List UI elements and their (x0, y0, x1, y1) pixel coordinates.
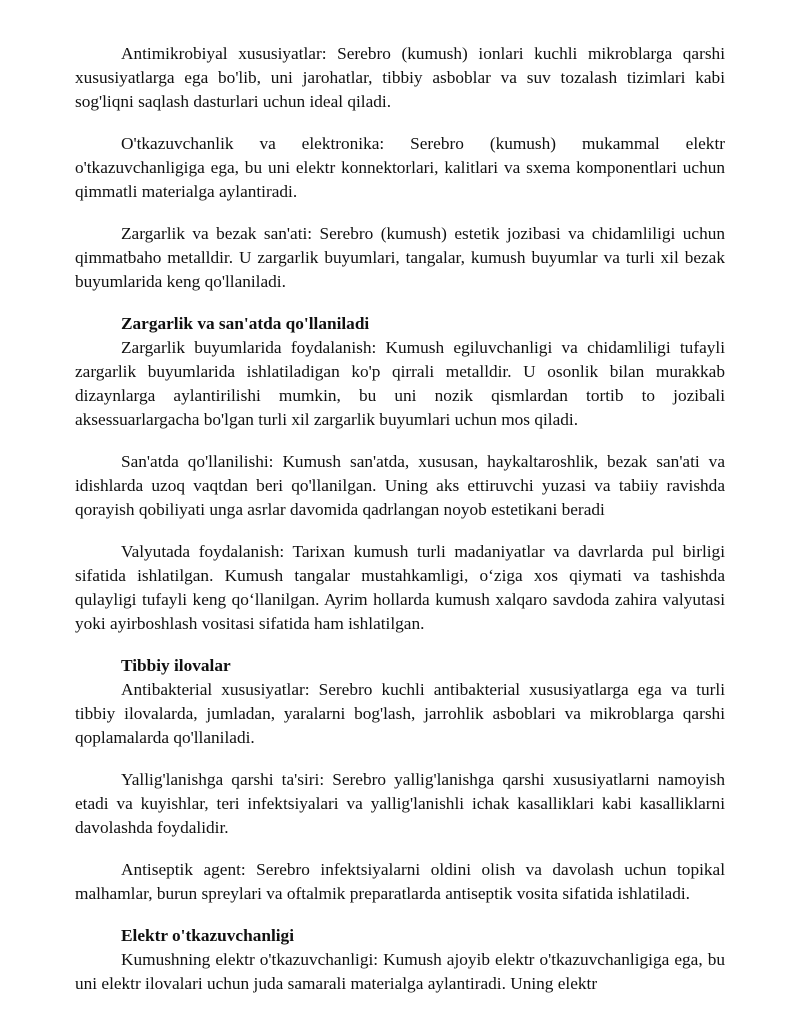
paragraph-jewelry-use: Zargarlik buyumlarida foydalanish: Kumush egiluvchanligi va chidamliligi tufayli zargarlik buyumlarida ishlatiladigan ko'p qirrali metalldir. U osonlik bilan murakkab dizaynlarga aylantirilishi mumkin, bu uni nozik qismlardan tortib to jozibali aksessuarlargacha bo'lgan turli xil zargarlik buyumlari uchun mos qiladi. (75, 338, 725, 429)
section-heading-electrical-conductivity: Elektr o'tkazuvchanligi (121, 926, 294, 945)
paragraph-currency-use: Valyutada foydalanish: Tarixan kumush turli madaniyatlar va davrlarda pul birligi sifatida ishlatilgan. Kumush tangalar mustahkamligi, o‘ziga xos qiymati va tashishda qulayligi tufayli keng qo‘llanilgan. Ayrim hollarda kumush xalqaro savdoda zahira valyutasi yoki ayirboshlash vositasi sifatida ham ishlatilgan. (75, 542, 725, 633)
section-heading-medical: Tibbiy ilovalar (121, 656, 231, 675)
paragraph-conductivity-electronics: O'tkazuvchanlik va elektronika: Serebro (kumush) mukammal elektr o'tkazuvchanligiga ega, bu uni elektr konnektorlari, kalitlari va sxema komponentlari uchun qimmatli materialga aylantiradi. (75, 134, 725, 201)
paragraph-art-use: San'atda qo'llanilishi: Kumush san'atda, xususan, haykaltaroshlik, bezak san'ati va idishlarda uzoq vaqtdan beri qo'llanilgan. Uning aks ettiruvchi yuzasi va tabiiy ravishda qorayish qobiliyati unga asrlar davomida qadrlangan noyob estetikani beradi (75, 452, 725, 519)
paragraph-antiseptic: Antiseptik agent: Serebro infektsiyalarni oldini olish va davolash uchun topikal malhamlar, burun spreylari va oftalmik preparatlarda antiseptik vosita sifatida ishlatiladi. (75, 860, 725, 903)
paragraph-antimicrobial: Antimikrobiyal xususiyatlar: Serebro (kumush) ionlari kuchli mikroblarga qarshi xususiyatlarga ega bo'lib, uni jarohatlar, tibbiy asboblar va suv tozalash tizimlari kabi sog'liqni saqlash dasturlari uchun ideal qiladi. (75, 44, 725, 111)
paragraph-silver-conductivity: Kumushning elektr o'tkazuvchanligi: Kumush ajoyib elektr o'tkazuvchanligiga ega, bu uni elektr ilovalari uchun juda samarali materialga aylantiradi. Uning elektr (75, 950, 725, 993)
paragraph-antibacterial: Antibakterial xususiyatlar: Serebro kuchli antibakterial xususiyatlarga ega va turli tibbiy ilovalarda, jumladan, yaralarni bog'lash, jarrohlik asboblari va mikroblarga qarshi qoplamalarda qo'llaniladi. (75, 680, 725, 747)
section-heading-jewelry-art: Zargarlik va san'atda qo'llaniladi (121, 314, 370, 333)
paragraph-anti-inflammatory: Yallig'lanishga qarshi ta'siri: Serebro yallig'lanishga qarshi xususiyatlarni namoyish etadi va kuyishlar, teri infektsiyalari va yallig'lanishli ichak kasalliklari kabi kasalliklarni davolashda foydalidir. (75, 770, 725, 837)
paragraph-jewelry-decorative: Zargarlik va bezak san'ati: Serebro (kumush) estetik jozibasi va chidamliligi uchun qimmatbaho metalldir. U zargarlik buyumlari, tangalar, kumush buyumlar va turli xil bezak buyumlarida keng qo'llaniladi. (75, 224, 725, 291)
